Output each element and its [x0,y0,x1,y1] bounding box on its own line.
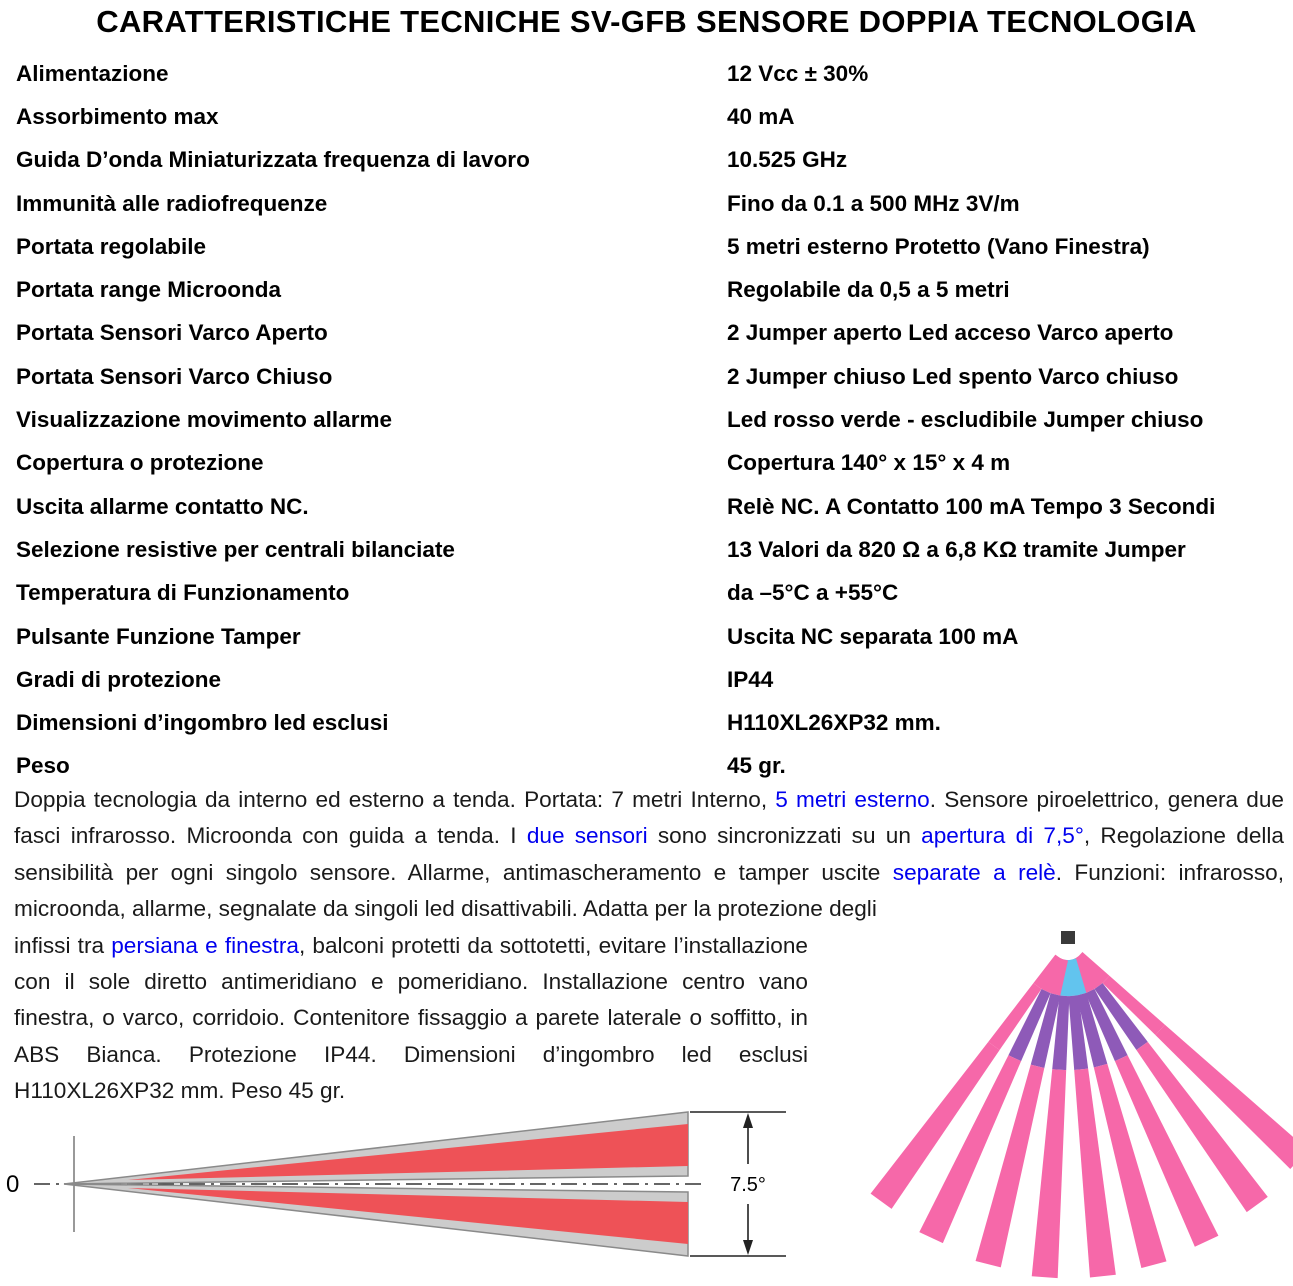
table-row [16,572,1286,615]
arrow-up-icon [743,1113,753,1128]
description-paragraph [14,782,1284,1110]
table-row [16,52,1286,95]
text-segment: , Regolazione della sensibilità per ogni singolo sensore. Allarme, antimascheramento e tamper uscite [14,823,1284,885]
spec-value: IP44 [727,666,774,692]
spec-value: Regolabile da 0,5 a 5 metri [727,277,1010,303]
spec-label: Immunità alle radiofrequenze [16,190,328,216]
sensor-body [1061,931,1075,944]
spec-label: Copertura o protezione [16,450,264,476]
spec-value: 2 Jumper chiuso Led spento Varco chiuso [727,363,1179,389]
text-segment-highlight: due sensori [526,823,648,849]
table-row [16,615,1286,658]
spec-table [16,52,1286,788]
description-part1 [14,782,1284,928]
table-row [16,182,1286,225]
spec-label: Portata regolabile [16,233,207,259]
table-row [16,355,1286,398]
text-segment: , balconi protetti da sottotetti, evitare l’installazione con il sole diretto antimeridiano e pomeridiano. Installazione centro vano finestra, o varco, corridoio. Contenitore fissaggio a parete laterale o soffitto, in ABS Bianca. Protezione IP44. Dimensioni d’ingombro led esclusi H110XL26XP32 mm. Peso 45 gr. [14,932,808,1104]
description-part2 [14,928,808,1110]
spec-label: Temperatura di Funzionamento [16,580,350,606]
text-segment: sono sincronizzati su un [647,823,922,849]
spec-label: Dimensioni d’ingombro led esclusi [16,710,389,736]
spec-value: 45 gr. [727,753,786,779]
table-row [16,312,1286,355]
spec-value: H110XL26XP32 mm. [727,710,941,736]
text-segment-highlight: separate a relè [892,859,1056,885]
table-row [16,398,1286,441]
text-segment: . Sensore piroelettrico, genera due fasci infrarosso. Microonda con guida a tenda. I [14,787,1284,849]
table-row [16,442,1286,485]
table-row [16,268,1286,311]
description-row [14,928,1284,1110]
spec-value: da –5°C a +55°C [727,580,899,606]
spec-label: Portata range Microonda [16,277,282,303]
angle-label: 7.5° [730,1174,766,1196]
spec-label: Alimentazione [16,60,169,86]
table-row [16,485,1286,528]
beam-fan-area [808,928,1284,1110]
spec-label: Selezione resistive per centrali bilanciate [16,536,455,562]
spec-value: 12 Vcc ± 30% [727,60,869,86]
spec-label: Portata Sensori Varco Aperto [16,320,328,346]
text-segment: . Funzioni: infrarosso, microonda, allarme, segnalate da singoli led disattivabili. Adatta per la protezione degli [14,859,1284,922]
table-row [16,225,1286,268]
spec-label: Pulsante Funzione Tamper [16,623,301,649]
table-row [16,139,1286,182]
table-row [16,95,1286,138]
beam-side-diagram-icon [0,1092,800,1285]
zero-axis-label: 0 [6,1171,20,1198]
beam-fan-diagram-icon [812,930,1293,1286]
spec-value: 40 mA [727,103,795,129]
text-segment-highlight: 5 metri esterno [775,787,930,812]
spec-value: Fino da 0.1 a 500 MHz 3V/m [727,190,1020,216]
spec-value: 13 Valori da 820 Ω a 6,8 KΩ tramite Jumper [727,536,1186,562]
spec-value: Copertura 140° x 15° x 4 m [727,450,1011,476]
spec-label: Peso [16,753,70,779]
spec-value: Led rosso verde - escludibile Jumper chiuso [727,407,1204,433]
table-row [16,658,1286,701]
page-title: CARATTERISTICHE TECNICHE SV-GFB SENSORE DOPPIA TECNOLOGIA [96,4,1197,39]
spec-label: Gradi di protezione [16,666,222,692]
text-segment-highlight: apertura di 7,5° [921,823,1084,849]
spec-label: Uscita allarme contatto NC. [16,493,309,519]
table-row [16,528,1286,571]
spec-value: 10.525 GHz [727,147,848,173]
text-segment: infissi tra [14,932,112,958]
spec-label: Guida D’onda Miniaturizzata frequenza di lavoro [16,147,530,173]
spec-value: Uscita NC separata 100 mA [727,623,1019,649]
text-segment-highlight: persiana e finestra [111,932,299,958]
spec-label: Visualizzazione movimento allarme [16,407,392,433]
spec-label: Portata Sensori Varco Chiuso [16,363,333,389]
spec-label: Assorbimento max [16,103,219,129]
table-row [16,701,1286,744]
arrow-down-icon [743,1240,753,1255]
spec-value: 2 Jumper aperto Led acceso Varco aperto [727,320,1174,346]
spec-value: 5 metri esterno Protetto (Vano Finestra) [727,233,1150,259]
spec-value: Relè NC. A Contatto 100 mA Tempo 3 Secondi [727,493,1216,519]
text-segment: Doppia tecnologia da interno ed esterno a tenda. Portata: 7 metri Interno, [14,787,776,812]
